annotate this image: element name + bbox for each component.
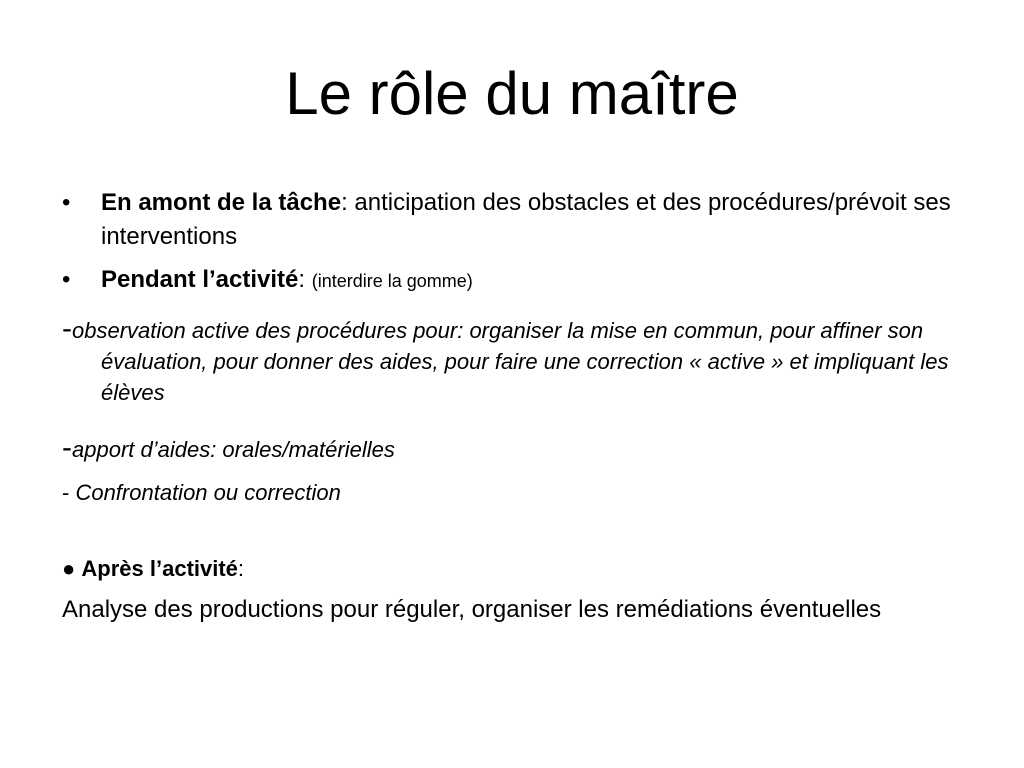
item-line xyxy=(62,477,962,508)
bullet-marker: • xyxy=(62,266,71,293)
after-body-text: Analyse des productions pour réguler, organiser les remédiations éventuelles xyxy=(62,596,882,623)
item-dash: - xyxy=(62,312,72,345)
bullet-note: (interdire la gomme) xyxy=(311,271,473,291)
bullet-separator: : xyxy=(298,266,312,293)
item-text: observation active des procédures pour: organiser la mise en commun, pour affiner son évaluation, pour donner des aides, pour faire une correction « active » et impliquant les élèves xyxy=(72,318,949,405)
item-text: Confrontation ou correction xyxy=(75,480,341,505)
bullet-text xyxy=(101,263,962,298)
item-dash: - xyxy=(62,431,72,464)
item-apport xyxy=(62,432,962,465)
item-observation xyxy=(62,313,962,408)
item-line xyxy=(62,432,962,465)
item-dash: - xyxy=(62,480,76,505)
bullet-body: : anticipation des obstacles et des procédures/prévoit ses interventions xyxy=(101,189,951,250)
slide-title: Le rôle du maître xyxy=(285,60,739,127)
after-heading-text: Après l’activité xyxy=(81,556,238,581)
item-text: apport d’aides: orales/matérielles xyxy=(72,437,395,462)
item-confrontation xyxy=(62,477,962,508)
item-line xyxy=(62,313,962,408)
after-marker: ● xyxy=(62,556,82,581)
after-body xyxy=(62,593,962,627)
bullet-pendant xyxy=(62,263,962,298)
bullet-heading: Pendant l’activité xyxy=(101,266,299,293)
bullet-heading: En amont de la tâche xyxy=(101,189,342,216)
after-separator: : xyxy=(237,556,245,581)
bullet-marker: • xyxy=(62,189,71,216)
bullet-en-amont xyxy=(62,186,962,254)
after-heading xyxy=(62,552,244,586)
bullet-text xyxy=(101,186,962,254)
